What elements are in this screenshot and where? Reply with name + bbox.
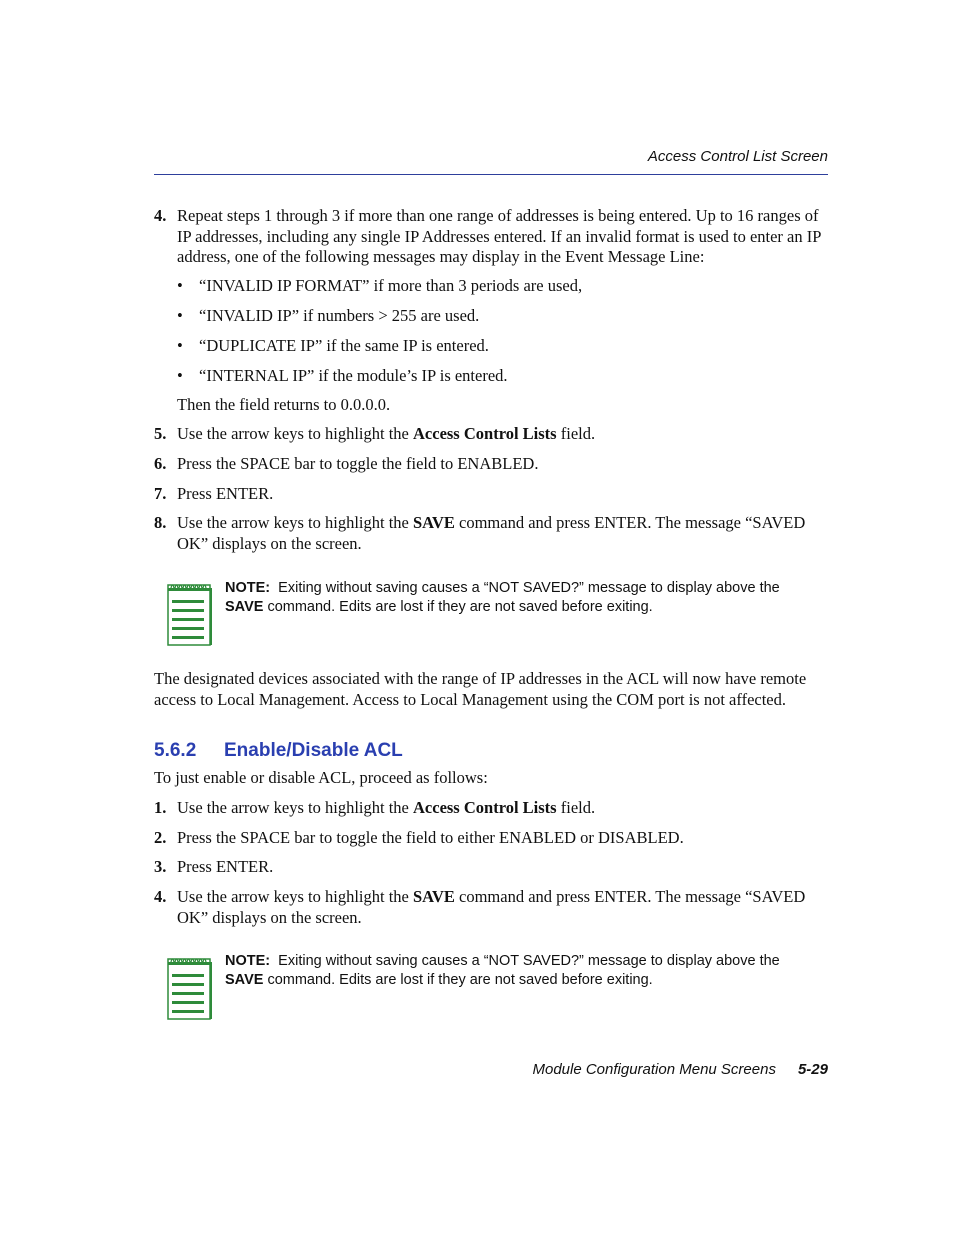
text-run: Exiting without saving causes a “NOT SAVED?” message to display above the	[278, 953, 780, 969]
section-intro: To just enable or disable ACL, proceed as follows:	[154, 768, 488, 787]
note-label: NOTE:	[225, 953, 271, 969]
bullet-icon: •	[177, 306, 183, 325]
notepad-icon	[166, 580, 214, 646]
summary-paragraph: The designated devices associated with the range of IP addresses in the ACL will now have remote access to Local Management. Access to Local Management using the COM port is not affected.	[154, 669, 807, 709]
step-number: 4.	[154, 887, 167, 906]
field-name: Access Control Lists	[413, 798, 557, 817]
command-name: SAVE	[225, 599, 264, 615]
bullet-text: “INVALID IP” if numbers > 255 are used.	[199, 306, 480, 325]
section-number: 5.6.2	[154, 740, 197, 761]
step-number: 8.	[154, 513, 167, 532]
command-name: SAVE	[413, 513, 455, 532]
header-rule	[154, 174, 828, 175]
command-name: SAVE	[225, 972, 264, 988]
bullet-icon: •	[177, 366, 183, 385]
step-number: 5.	[154, 424, 167, 443]
step-text	[177, 513, 828, 554]
bullet-text: “INTERNAL IP” if the module’s IP is entered.	[199, 366, 508, 385]
section-title: Enable/Disable ACL	[224, 740, 403, 761]
step-text	[177, 887, 828, 928]
bullet-icon: •	[177, 276, 183, 295]
text-run: field.	[556, 424, 596, 443]
step-text: Press ENTER.	[177, 484, 274, 503]
text-run: command and press ENTER. The message “SAVED OK” displays on the screen.	[177, 513, 806, 553]
chapter-title: Module Configuration Menu Screens	[532, 1061, 776, 1078]
command-name: SAVE	[413, 887, 455, 906]
step-text: Press ENTER.	[177, 857, 274, 876]
text-run: command. Edits are lost if they are not saved before exiting.	[263, 972, 653, 988]
step-text: Repeat steps 1 through 3 if more than one range of addresses is being entered. Up to 16 ranges of IP addresses, including any single IP Addresses entered. If an invalid format is used to enter an IP address, one of the following messages may display in the Event Message Line:	[177, 206, 821, 266]
step-text	[177, 798, 828, 819]
text-run: Use the arrow keys to highlight the	[177, 798, 413, 817]
notepad-icon	[166, 954, 214, 1020]
page-footer	[154, 1061, 828, 1078]
text-run: Use the arrow keys to highlight the	[177, 887, 413, 906]
running-head: Access Control List Screen	[647, 148, 828, 165]
note-text	[225, 579, 828, 617]
step-number: 2.	[154, 828, 167, 847]
field-name: Access Control Lists	[413, 424, 557, 443]
step-text: Press the SPACE bar to toggle the field to either ENABLED or DISABLED.	[177, 828, 684, 847]
step-number: 7.	[154, 484, 167, 503]
text-run: command. Edits are lost if they are not saved before exiting.	[263, 599, 653, 615]
text-run: Exiting without saving causes a “NOT SAVED?” message to display above the	[278, 580, 780, 596]
note-text	[225, 952, 828, 990]
bullet-icon: •	[177, 336, 183, 355]
text-run: Use the arrow keys to highlight the	[177, 513, 413, 532]
text-run: Use the arrow keys to highlight the	[177, 424, 413, 443]
text-run: field.	[556, 798, 596, 817]
step-text	[177, 424, 828, 445]
note-label: NOTE:	[225, 580, 271, 596]
bullet-text: “DUPLICATE IP” if the same IP is entered.	[199, 336, 489, 355]
page-number: 5-29	[797, 1061, 828, 1078]
section-heading	[154, 740, 403, 762]
step-number: 1.	[154, 798, 167, 817]
step-number: 3.	[154, 857, 167, 876]
text-run: command and press ENTER. The message “SAVED OK” displays on the screen.	[177, 887, 806, 927]
step-number: 6.	[154, 454, 167, 473]
then-text: Then the field returns to 0.0.0.0.	[177, 395, 391, 414]
step-text: Press the SPACE bar to toggle the field to ENABLED.	[177, 454, 539, 473]
bullet-text: “INVALID IP FORMAT” if more than 3 periods are used,	[199, 276, 583, 295]
step-number: 4.	[154, 206, 167, 225]
